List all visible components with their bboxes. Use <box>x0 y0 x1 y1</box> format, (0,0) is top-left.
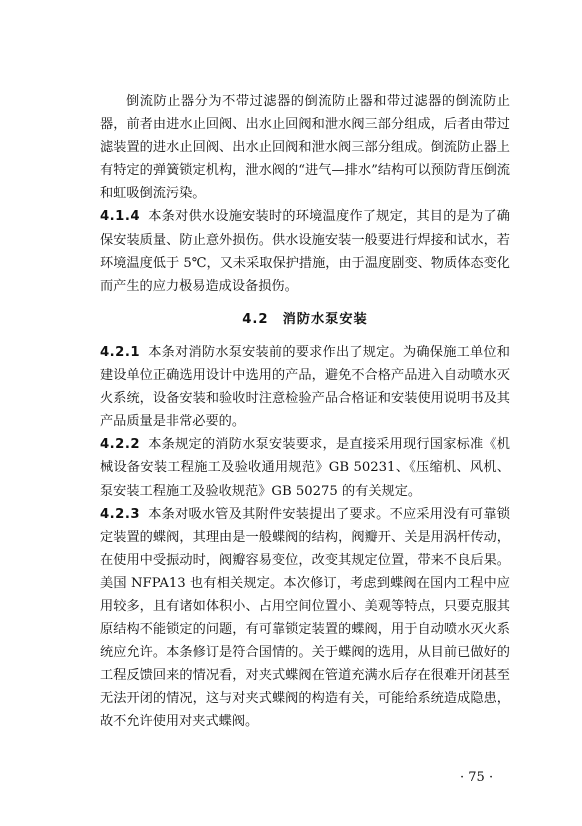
clause-4-2-2 <box>100 433 510 502</box>
clause-text: 本条对供水设施安装时的环境温度作了规定，其目的是为了确保安装质量、防止意外损伤。供水设施安装一般要进行焊接和试水，若环境温度低于 5℃，又未采取保护措施，由于温度剧变、物质体态变化而产生的应力极易造成设备损伤。 <box>100 209 510 294</box>
clause-text: 本条对消防水泵安装前的要求作出了规定。为确保施工单位和建设单位正确选用设计中选用的产品，避免不合格产品进入自动喷水灭火系统，设备安装和验收时注意检验产品合格证和安装使用说明书及其产品质量是非常必要的。 <box>100 344 510 430</box>
intro-paragraph: 倒流防止器分为不带过滤器的倒流防止器和带过滤器的倒流防止器，前者由进水止回阀、出水止回阀和泄水阀三部分组成，后者由带过滤装置的进水止回阀、出水止回阀和泄水阀三部分组成。倒流防止器上有特定的弹簧锁定机构，泄水阀的“进气—排水”结构可以预防背压倒流和虹吸倒流污染。 <box>100 94 510 202</box>
clause-4-2-1 <box>100 341 510 433</box>
section-heading <box>100 308 510 331</box>
clause-number: 4.1.4 <box>100 209 141 225</box>
clause-4-2-3 <box>100 503 510 734</box>
clause-text: 本条规定的消防水泵安装要求，是直接采用现行国家标准《机械设备安装工程施工及验收通用规范》GB 50231、《压缩机、风机、泵安装工程施工及验收规范》GB 50275 的有关规定。 <box>100 437 510 499</box>
clause-number: 4.2.2 <box>100 437 141 453</box>
clause-number: 4.2.1 <box>100 344 141 360</box>
section-title-text: 消防水泵安装 <box>282 311 368 327</box>
section-number: 4.2 <box>242 311 269 327</box>
page-content <box>100 90 510 734</box>
clause-4-1-4 <box>100 205 510 297</box>
clause-number: 4.2.3 <box>100 506 141 522</box>
page-number: · 75 · <box>460 770 494 785</box>
clause-text: 本条对吸水管及其附件安装提出了要求。不应采用没有可靠锁定装置的蝶阀，其理由是一般蝶阀的结构，阀瓣开、关是用涡杆传动，在使用中受振动时，阀瓣容易变位，改变其规定位置，带来不良后果。美国 NFPA13 也有相关规定。本次修订，考虑到蝶阀在国内工程中应用较多，且有诸如体积小、占用空间位置小、美观等特点，只要克服其原结构不能锁定的问题，有可靠锁定装置的蝶阀，用于自动喷水灭火系统应允许。本条修订是符合国情的。关于蝶阀的选用，从目前已做好的工程反馈回来的情况看，对夹式蝶阀在管道充满水后存在很难开闭甚至无法开闭的情况，这与对夹式蝶阀的构造有关，可能给系统造成隐患，故不允许使用对夹式蝶阀。 <box>100 506 510 730</box>
